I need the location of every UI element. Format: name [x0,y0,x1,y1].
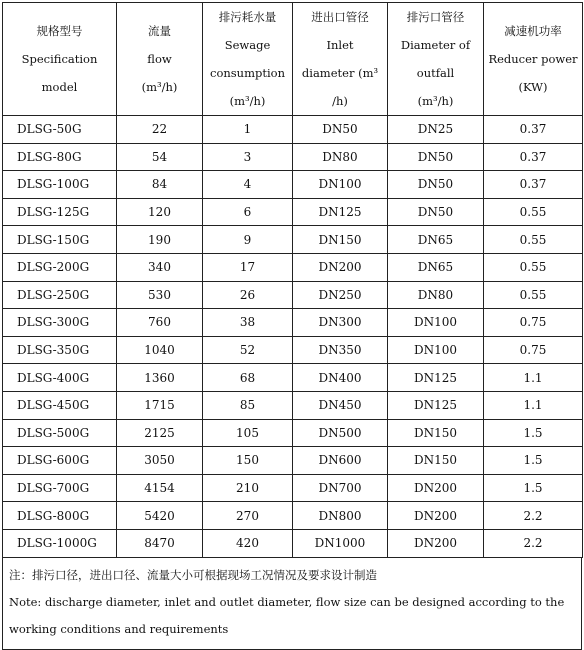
sewage-cell: 4 [203,171,293,199]
table-row [3,281,583,309]
header-en-label: flow [147,52,172,66]
sewage-cell: 85 [203,391,293,419]
flow-cell: 120 [117,198,203,226]
flow-cell: 1360 [117,364,203,392]
table-row [3,502,583,530]
table-row [3,474,583,502]
spec-document [2,2,582,650]
flow-cell: 760 [117,309,203,337]
flow-cell: 530 [117,281,203,309]
table-row [3,143,583,171]
power-cell: 0.37 [484,116,583,144]
flow-cell: 8470 [117,529,203,557]
header-model [3,3,117,116]
table-row [3,391,583,419]
outfall-cell: DN125 [388,391,484,419]
outfall-cell: DN150 [388,447,484,475]
power-cell: 0.55 [484,253,583,281]
inlet-cell: DN1000 [293,529,388,557]
table-row [3,253,583,281]
inlet-cell: DN250 [293,281,388,309]
outfall-cell: DN80 [388,281,484,309]
header-power [484,3,583,116]
model-cell: DLSG-800G [3,502,117,530]
header-en-label: (m³/h) [141,80,178,94]
inlet-cell: DN100 [293,171,388,199]
note-cn: 注：排污口径，进出口径、流量大小可根据现场工况情况及要求设计制造 [9,567,377,582]
header-cn-label: 进出口管径 [311,10,369,24]
table-row [3,226,583,254]
flow-cell: 190 [117,226,203,254]
header-en-label: Sewage [224,38,271,52]
header-inlet [293,3,388,116]
header-en-label: (m³/h) [229,94,266,108]
power-cell: 0.55 [484,281,583,309]
header-row [3,3,583,116]
table-row [3,198,583,226]
flow-cell: 22 [117,116,203,144]
inlet-cell: DN450 [293,391,388,419]
flow-cell: 1715 [117,391,203,419]
table-row [3,447,583,475]
header-cn-label: 减速机功率 [504,24,562,38]
power-cell: 0.37 [484,143,583,171]
model-cell: DLSG-250G [3,281,117,309]
header-cn-label: 规格型号 [36,24,83,38]
power-cell: 0.55 [484,198,583,226]
flow-cell: 84 [117,171,203,199]
inlet-cell: DN80 [293,143,388,171]
outfall-cell: DN200 [388,502,484,530]
header-en-label: diameter (m³ [301,66,379,80]
header-en-label: (KW) [518,80,548,94]
power-cell: 2.2 [484,529,583,557]
table-body [3,116,583,558]
outfall-cell: DN65 [388,253,484,281]
sewage-cell: 26 [203,281,293,309]
outfall-cell: DN100 [388,309,484,337]
flow-cell: 4154 [117,474,203,502]
sewage-cell: 38 [203,309,293,337]
sewage-cell: 270 [203,502,293,530]
note-en-line1: Note: discharge diameter, inlet and outlet diameter, flow size can be designed according to the [9,594,565,609]
inlet-cell: DN700 [293,474,388,502]
outfall-cell: DN200 [388,529,484,557]
inlet-cell: DN500 [293,419,388,447]
inlet-cell: DN50 [293,116,388,144]
table-row [3,309,583,337]
model-cell: DLSG-350G [3,336,117,364]
note-en-line2: working conditions and requirements [9,621,229,636]
table-row [3,419,583,447]
flow-cell: 2125 [117,419,203,447]
sewage-cell: 9 [203,226,293,254]
power-cell: 0.55 [484,226,583,254]
header-cn-label: 排污耗水量 [218,10,277,24]
flow-cell: 54 [117,143,203,171]
inlet-cell: DN350 [293,336,388,364]
sewage-cell: 210 [203,474,293,502]
sewage-cell: 68 [203,364,293,392]
outfall-cell: DN100 [388,336,484,364]
header-outfall [388,3,484,116]
outfall-cell: DN200 [388,474,484,502]
inlet-cell: DN400 [293,364,388,392]
power-cell: 1.5 [484,474,583,502]
outfall-cell: DN50 [388,171,484,199]
model-cell: DLSG-1000G [3,529,117,557]
header-en-label: (m³/h) [417,94,454,108]
header-flow [117,3,203,116]
sewage-cell: 6 [203,198,293,226]
inlet-cell: DN125 [293,198,388,226]
header-en-label: model [41,80,78,94]
header-sewage [203,3,293,116]
flow-cell: 1040 [117,336,203,364]
outfall-cell: DN25 [388,116,484,144]
power-cell: 2.2 [484,502,583,530]
outfall-cell: DN150 [388,419,484,447]
model-cell: DLSG-100G [3,171,117,199]
power-cell: 1.1 [484,364,583,392]
model-cell: DLSG-600G [3,447,117,475]
inlet-cell: DN200 [293,253,388,281]
header-en-label: /h) [332,94,348,108]
table-row [3,336,583,364]
header-en-label: Diameter of [400,38,471,52]
table-row [3,364,583,392]
model-cell: DLSG-80G [3,143,117,171]
flow-cell: 5420 [117,502,203,530]
header-cn-label: 排污口管径 [406,10,465,24]
table-row [3,171,583,199]
header-en-label: Inlet [326,38,354,52]
footnote [2,558,582,650]
table-row [3,116,583,144]
sewage-cell: 150 [203,447,293,475]
sewage-cell: 1 [203,116,293,144]
flow-cell: 3050 [117,447,203,475]
inlet-cell: DN300 [293,309,388,337]
header-en-label: Specification [21,52,98,66]
inlet-cell: DN800 [293,502,388,530]
power-cell: 1.1 [484,391,583,419]
power-cell: 0.37 [484,171,583,199]
model-cell: DLSG-700G [3,474,117,502]
power-cell: 0.75 [484,309,583,337]
outfall-cell: DN50 [388,198,484,226]
header-en-label: consumption [210,66,285,80]
outfall-cell: DN125 [388,364,484,392]
flow-cell: 340 [117,253,203,281]
sewage-cell: 52 [203,336,293,364]
sewage-cell: 17 [203,253,293,281]
header-en-label: outfall [416,66,455,80]
model-cell: DLSG-300G [3,309,117,337]
power-cell: 1.5 [484,419,583,447]
spec-table [2,2,583,558]
inlet-cell: DN150 [293,226,388,254]
model-cell: DLSG-200G [3,253,117,281]
header-en-label: Reducer power [488,52,578,66]
model-cell: DLSG-500G [3,419,117,447]
sewage-cell: 3 [203,143,293,171]
header-cn-label: 流量 [148,24,171,38]
model-cell: DLSG-125G [3,198,117,226]
model-cell: DLSG-50G [3,116,117,144]
model-cell: DLSG-400G [3,364,117,392]
power-cell: 0.75 [484,336,583,364]
sewage-cell: 105 [203,419,293,447]
power-cell: 1.5 [484,447,583,475]
outfall-cell: DN65 [388,226,484,254]
model-cell: DLSG-150G [3,226,117,254]
sewage-cell: 420 [203,529,293,557]
outfall-cell: DN50 [388,143,484,171]
inlet-cell: DN600 [293,447,388,475]
table-row [3,529,583,557]
model-cell: DLSG-450G [3,391,117,419]
